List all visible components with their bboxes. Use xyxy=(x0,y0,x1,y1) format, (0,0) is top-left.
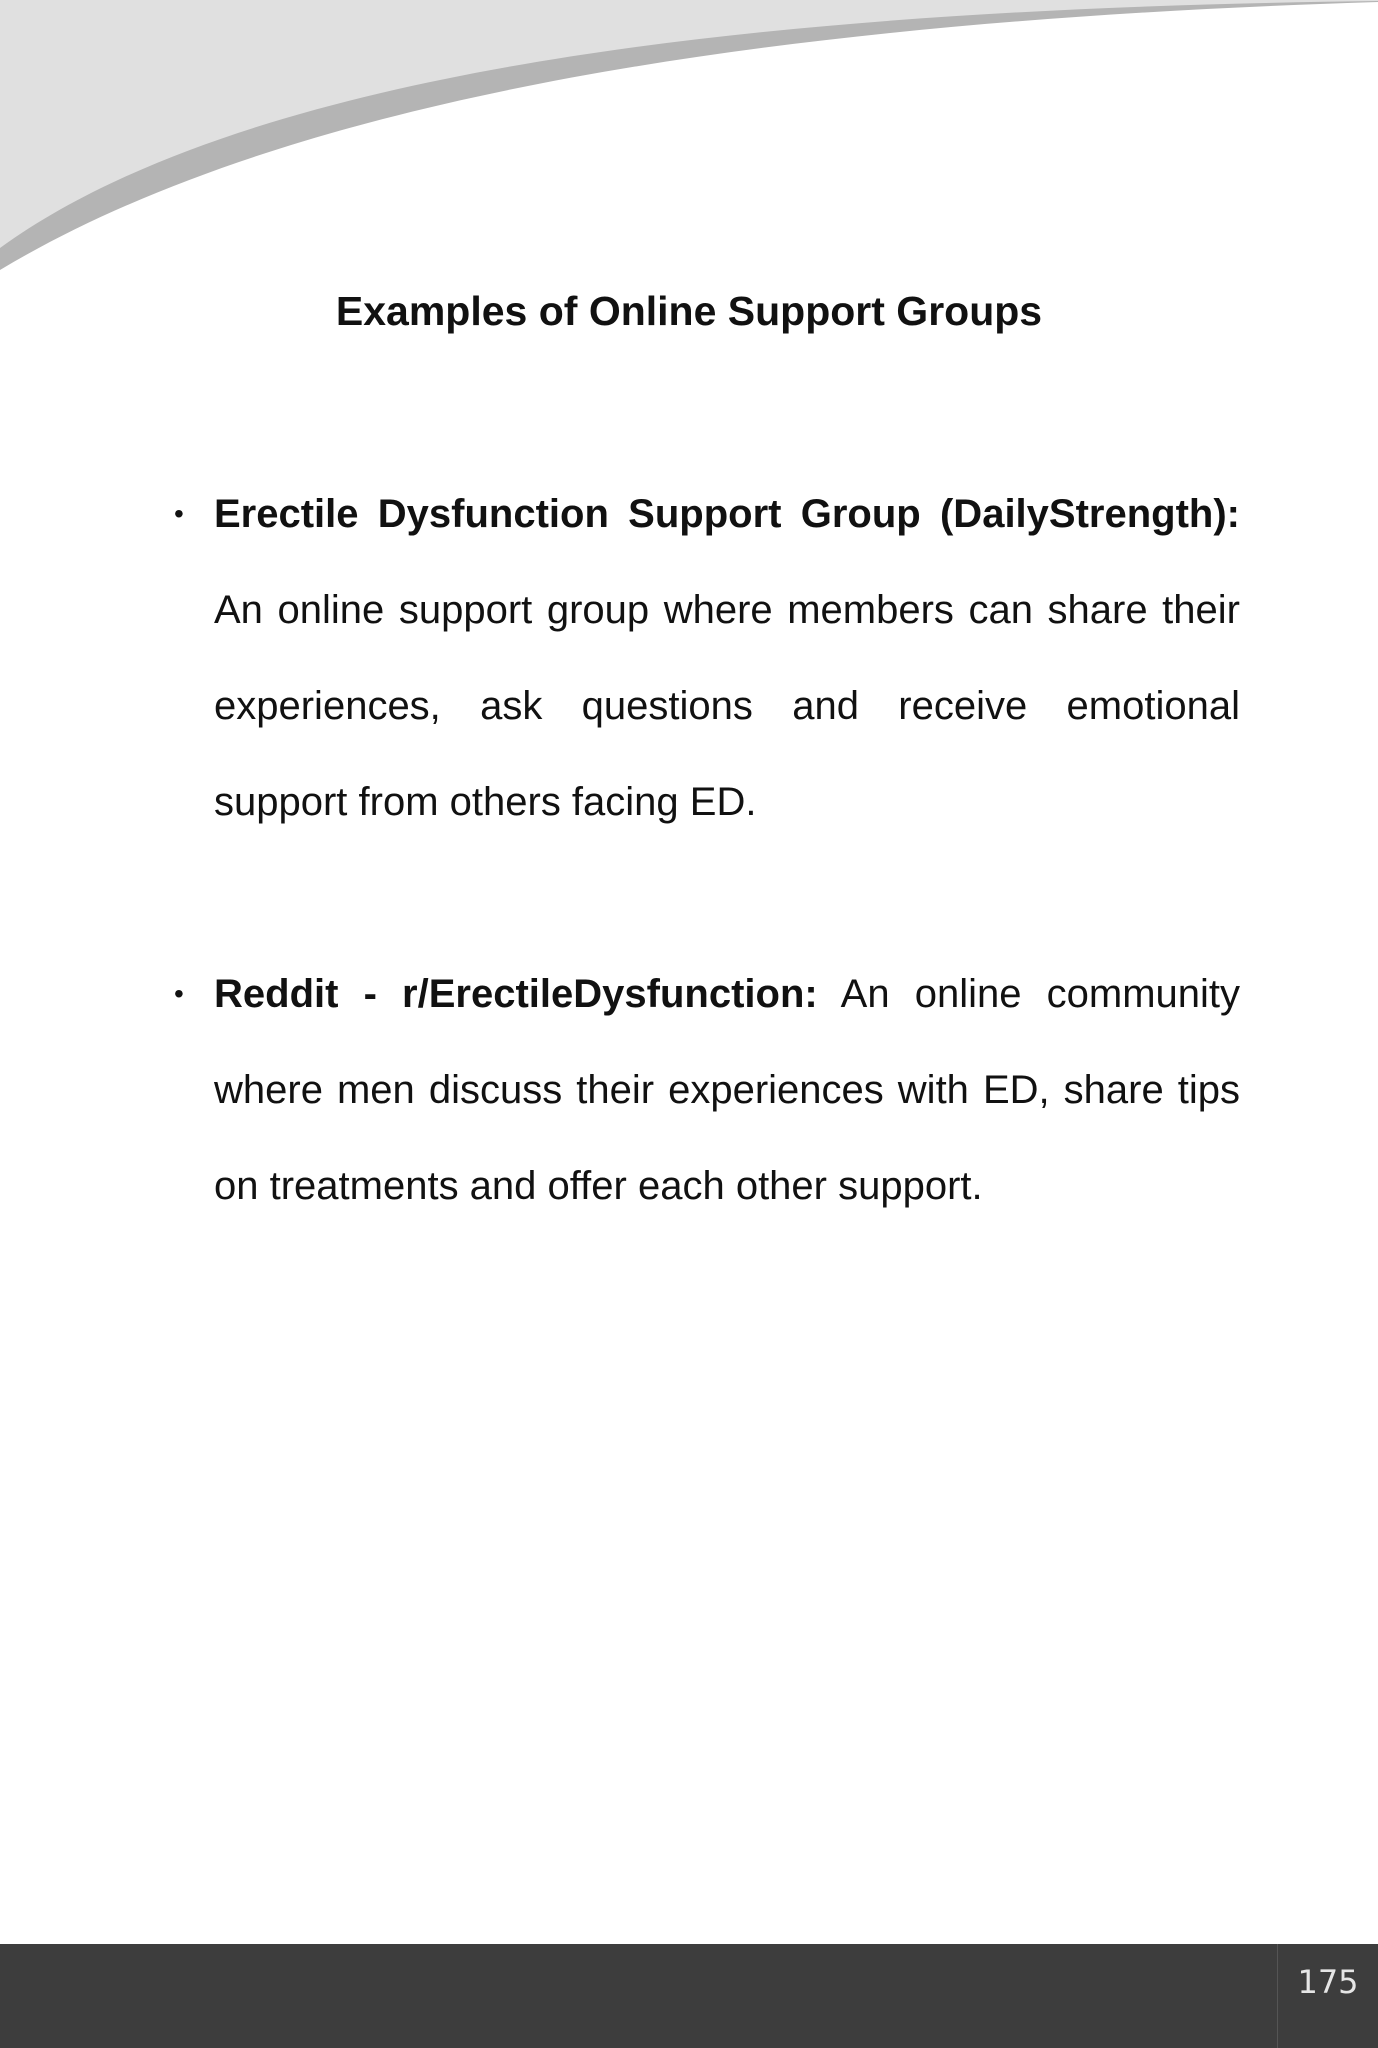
bullet-icon: • xyxy=(174,498,184,529)
support-group-list xyxy=(174,466,1241,1234)
list-item-term: Erectile Dysfunction Support Group (DailyStrength): xyxy=(214,492,1240,536)
list-item xyxy=(174,466,1240,850)
bullet-icon: • xyxy=(174,978,184,1009)
list-item xyxy=(174,946,1241,1234)
page-corner-swoosh xyxy=(0,0,1378,300)
list-item-description: An online support group where members can share their experiences, ask questions and receive emotional support from others facing ED. xyxy=(214,588,1240,824)
list-item-description: An online community where men discuss their experiences with ED, share tips on treatments and offer each other support. xyxy=(214,972,1241,1208)
footer-bar xyxy=(0,1944,1378,2048)
list-item-term: Reddit - r/ErectileDysfunction: xyxy=(214,972,818,1016)
page-number: 175 xyxy=(1297,1963,1359,2001)
page-title: Examples of Online Support Groups xyxy=(335,288,1043,334)
